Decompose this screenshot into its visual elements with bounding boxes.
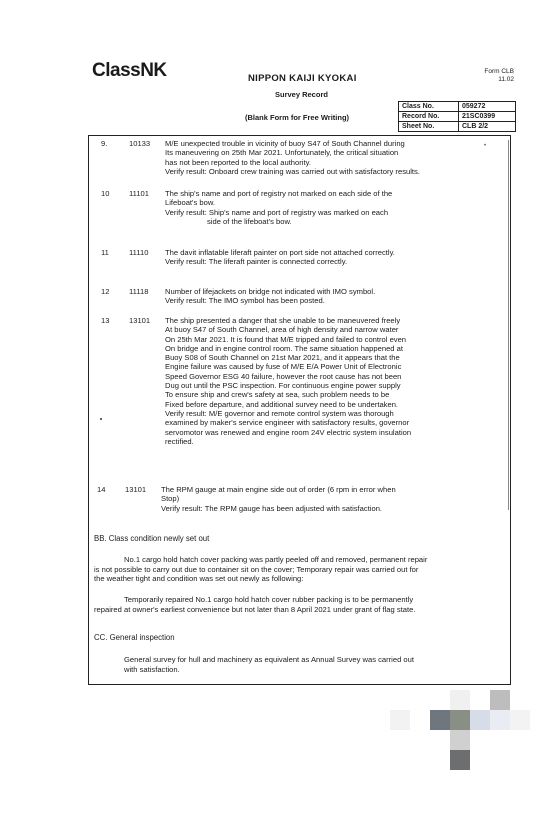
item-code: 11118 <box>129 287 149 296</box>
class-no-value: 059272 <box>459 102 516 112</box>
item-line: Engine failure was caused by fuse of M/E E/A Power Unit of Electronic <box>165 362 402 372</box>
sheet-no-value: CLB 2/2 <box>459 122 516 132</box>
item-body <box>165 248 395 267</box>
item-line: The ship's name and port of registry not marked on each side of the <box>165 189 393 198</box>
bb-paragraph-1 <box>94 555 499 584</box>
item-number: 14 <box>97 485 106 494</box>
item-line: At buoy S47 of South Channel, area of high density and narrow water <box>165 325 399 335</box>
item-line: Verify result: The IMO symbol has been posted. <box>165 296 325 306</box>
paragraph-line: Temporarily repaired No.1 cargo hold hatch cover rubber packing is to be permanently <box>124 595 414 604</box>
item-line: The RPM gauge at main engine side out of order (6 rpm in error when <box>161 485 396 494</box>
cc-paragraph-1 <box>94 655 499 674</box>
form-id-label: Form CLB <box>484 68 514 75</box>
item-number: 9. <box>101 139 108 148</box>
item-line: Dug out until the PSC inspection. For continuous engine power supply <box>165 381 401 391</box>
item-code: 11101 <box>129 189 149 198</box>
item-line: rectified. <box>165 436 194 446</box>
divider-line <box>508 140 509 510</box>
item-code: 10133 <box>129 139 151 148</box>
item-body <box>165 316 411 446</box>
item-line: Lifeboat's bow. <box>165 198 216 208</box>
item-code: 13101 <box>125 485 147 494</box>
section-heading-cc: CC. General inspection <box>94 633 175 642</box>
item-body <box>161 485 396 513</box>
bb-paragraph-2 <box>94 595 499 614</box>
item-line: servomotor was renewed and engine room 24V electric system insulation <box>165 427 412 437</box>
item-number: 10 <box>101 189 110 198</box>
item-line: Its maneuvering on 25th Mar 2021. Unfortunately, the critical situation <box>165 148 399 158</box>
sheet-no-label: Sheet No. <box>399 122 459 132</box>
item-line: Speed Governor ESG 40 failure, however the root cause has not been <box>165 371 402 381</box>
item-line: Verify result: The RPM gauge has been adjusted with satisfaction. <box>161 503 383 513</box>
item-code: 13101 <box>129 316 151 325</box>
paragraph-line: General survey for hull and machinery as equivalent as Annual Survey was carried out <box>124 655 414 664</box>
record-no-value: 21SC0399 <box>459 112 516 122</box>
item-number: 13 <box>101 316 110 325</box>
item-line: To ensure ship and crew's safety at sea, such problem needs to be <box>165 390 390 400</box>
paragraph-line: No.1 cargo hold hatch cover packing was partly peeled off and removed, permanent repair <box>124 555 428 564</box>
item-line: Number of lifejackets on bridge not indicated with IMO symbol. <box>165 287 376 296</box>
item-line: examined by maker's service engineer with satisfactory results, governor <box>165 418 410 428</box>
margin-dot <box>100 418 102 420</box>
item-line: side of the lifeboat's bow. <box>207 216 292 226</box>
item-number: 11 <box>101 248 109 257</box>
item-line: Verify result: Onboard crew training was carried out with satisfactory results. <box>165 166 420 176</box>
item-line: Verify result: M/E governor and remote control system was thorough <box>165 408 394 418</box>
item-line: has not been reported to the local authority. <box>165 157 311 167</box>
item-line: Buoy S08 of South Channel on 21st Mar 2021, and it appears that the <box>165 353 400 363</box>
table-row <box>399 112 516 122</box>
table-row <box>399 102 516 112</box>
item-line: Verify result: Ship's name and port of registry was marked on each <box>165 207 389 217</box>
paragraph-line: with satisfaction. <box>124 664 180 674</box>
classnk-logo: ClassNK <box>92 60 167 81</box>
item-line: On bridge and in engine control room. The same situation happened at <box>165 343 403 353</box>
reference-table <box>398 101 516 132</box>
item-line: Fixed before departure, and additional survey need to be undertaken. <box>165 399 399 409</box>
item-body <box>165 139 420 176</box>
item-line: Stop) <box>161 494 180 504</box>
item-line: M/E unexpected trouble in vicinity of buoy S47 of South Channel during <box>165 139 405 148</box>
item-line: The ship presented a danger that she unable to be maneuvered freely <box>165 316 401 325</box>
item-code: 11110 <box>129 248 149 257</box>
margin-mark: • <box>484 143 487 149</box>
organization-name: NIPPON KAIJI KYOKAI <box>248 73 357 84</box>
item-body <box>165 287 375 306</box>
form-id-revision: 11.02 <box>498 76 514 83</box>
item-body <box>165 189 392 226</box>
paragraph-line: the weather tight and condition was set out newly as following: <box>94 574 304 583</box>
class-no-label: Class No. <box>399 102 459 112</box>
section-heading-bb: BB. Class condition newly set out <box>94 534 210 543</box>
item-line: On 25th Mar 2021. It is found that M/E tripped and failed to control even <box>165 334 407 344</box>
paragraph-line: is not possible to carry out due to container sit on the cover; Temporary repair was carried out for <box>94 564 419 574</box>
item-line: Verify result: The liferaft painter is connected correctly. <box>165 257 348 267</box>
form-id <box>480 68 514 84</box>
item-number: 12 <box>101 287 110 296</box>
record-no-label: Record No. <box>399 112 459 122</box>
page-title: Survey Record <box>275 90 328 99</box>
item-line: The davit inflatable liferaft painter on port side not attached correctly. <box>165 248 395 257</box>
table-row <box>399 122 516 132</box>
paragraph-line: repaired at owner's earliest convenience but not later than 8 April 2021 under grant of flag state. <box>94 604 416 614</box>
blank-form-label: (Blank Form for Free Writing) <box>245 113 350 122</box>
